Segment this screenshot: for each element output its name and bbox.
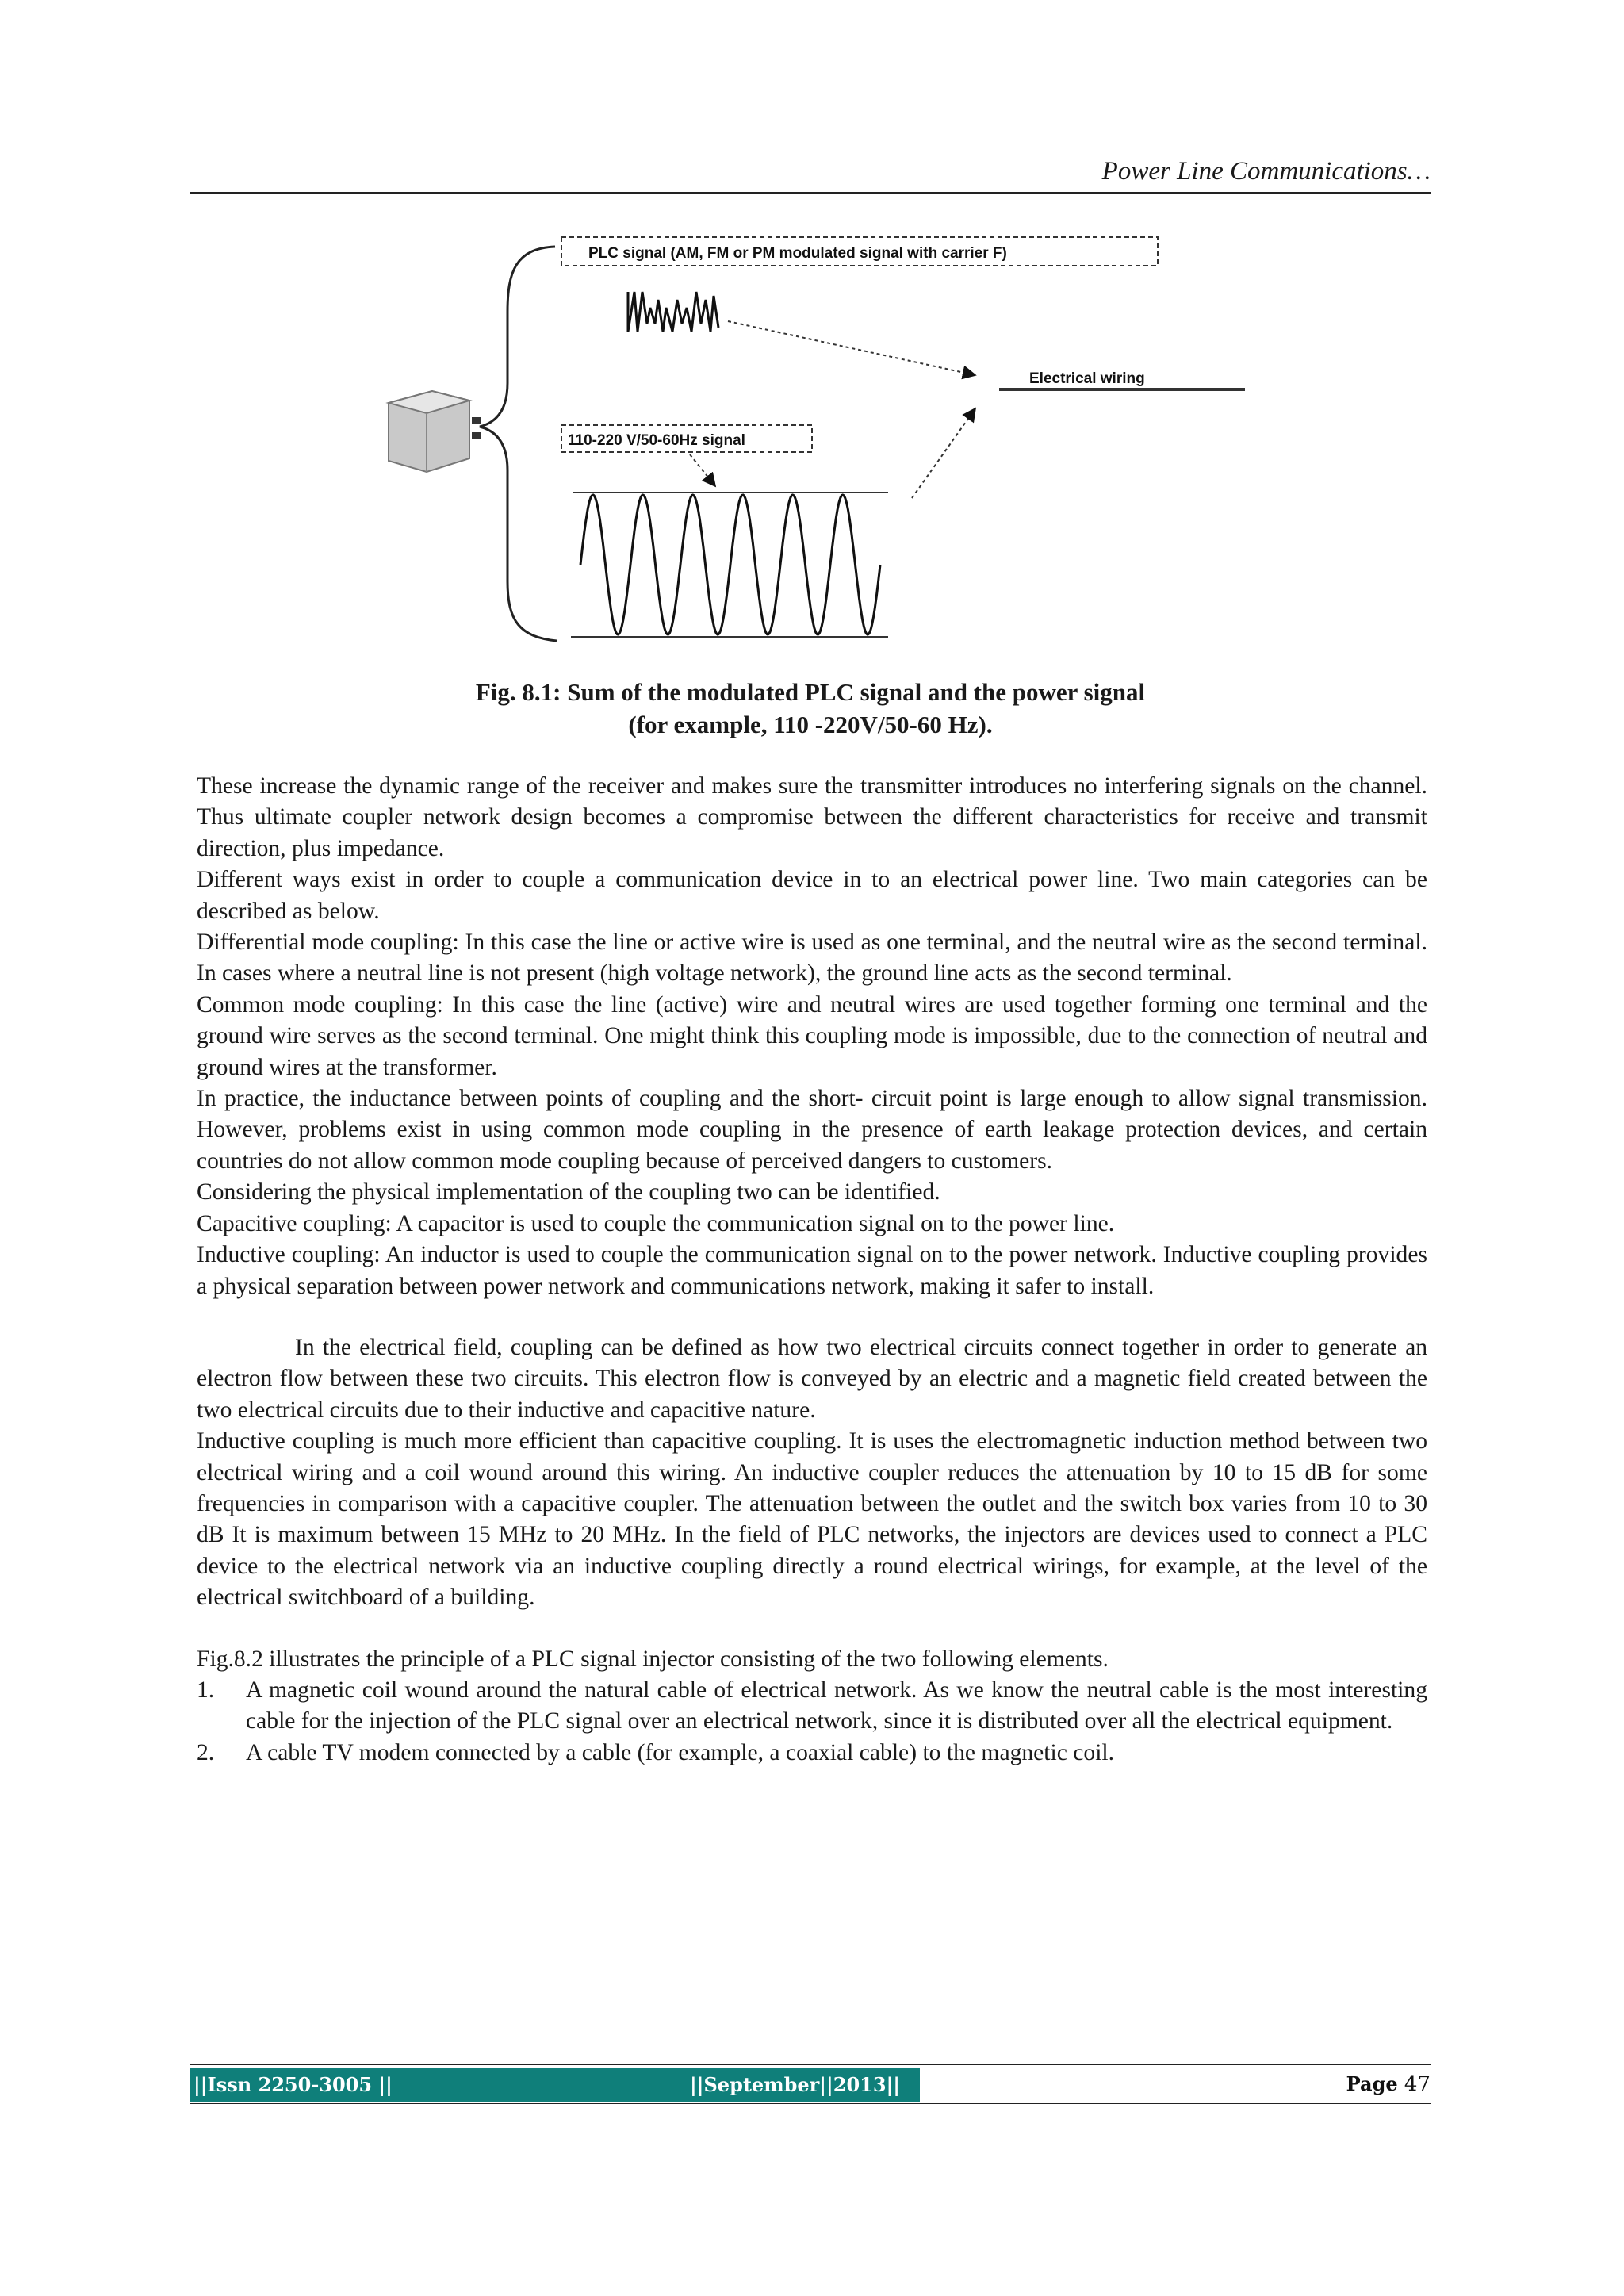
paragraph: These increase the dynamic range of the receiver and makes sure the transmitter introduces no interfering signals on the channel. Thus ultimate coupler network design becomes a compromise between the different characteristics for receive and transmit direction, plus impedance. [197, 773, 1427, 861]
plc-adapter-icon [389, 391, 481, 472]
list-text: A cable TV modem connected by a cable (for example, a coaxial cable) to the magnetic coil. [246, 1739, 1115, 1765]
paragraph: In the electrical field, coupling can be defined as how two electrical circuits connect together in order to generate an electron flow between these two circuits. This electron flow is conveyed by an electric and a magnetic field created between the two electrical circuits due to their inductive and capacitive nature. [197, 1334, 1427, 1423]
paragraph: Capacitive coupling: A capacitor is used to couple the communication signal on to the power line. [197, 1210, 1115, 1236]
header-divider [190, 192, 1431, 194]
power-signal-label: 110-220 V/50-60Hz signal [568, 432, 745, 449]
footer-issn: ||Issn 2250-3005 || [193, 2073, 393, 2096]
list-text: A magnetic coil wound around the natural cable of electrical network. As we know the neutral cable is the most interesting cable for the injection of the PLC signal over an electrical network, since it is distributed over all the electrical equipment. [246, 1677, 1427, 1734]
list-item [197, 1675, 1427, 1738]
article-body [197, 771, 1427, 1769]
figure-caption [190, 676, 1431, 741]
paragraph: Considering the physical implementation of the coupling two can be identified. [197, 1179, 940, 1205]
footer-date: ||September||2013|| [690, 2073, 901, 2096]
page-footer [190, 2064, 1431, 2108]
paragraph: Inductive coupling: An inductor is used to couple the communication signal on to the power network. Inductive coupling provides a physical separation between power network and communications network, making it safer to install. [197, 1242, 1427, 1299]
list-number: 1. [197, 1677, 215, 1703]
plc-modulated-waveform [628, 292, 718, 332]
electrical-wiring-label: Electrical wiring [1029, 370, 1145, 387]
footer-top-rule [190, 2064, 1431, 2065]
paragraph: In practice, the inductance between points of coupling and the short- circuit point is large enough to allow signal transmission. However, problems exist in using common mode coupling in the presence of earth leakage protection devices, and certain countries do not allow common mode coupling because of perceived dangers to customers. [197, 1086, 1427, 1174]
page-label: Page [1346, 2072, 1398, 2095]
power-sine-waveform [580, 495, 880, 634]
paragraph: Fig.8.2 illustrates the principle of a PLC signal injector consisting of the two following elements. [197, 1646, 1109, 1672]
grouping-brace [480, 247, 557, 641]
paragraph: Inductive coupling is much more efficient than capacitive coupling. It is uses the electromagnetic induction method between two electrical wiring and a coil wound around this wiring. An inductive coupler reduces the attenuation by 10 to 15 dB for some frequencies in comparison with a capacitive coupler. The attenuation between the outlet and the switch box varies from 10 to 30 dB It is maximum between 15 MHz to 20 MHz. In the field of PLC networks, the injectors are devices used to connect a PLC device to the electrical network via an inductive coupling directly a round electrical wirings, for example, at the level of the electrical switchboard of a building. [197, 1428, 1427, 1611]
list-number: 2. [197, 1739, 215, 1765]
footer-page-number [1346, 2071, 1431, 2098]
paragraph: Common mode coupling: In this case the line (active) wire and neutral wires are used together forming one terminal and the ground wire serves as the second terminal. One might think this coupling mode is impossible, due to the connection of neutral and ground wires at the transformer. [197, 991, 1427, 1080]
page-number: 47 [1404, 2072, 1431, 2096]
plc-signal-label: PLC signal (AM, FM or PM modulated signal with carrier F) [588, 245, 1007, 262]
list-item [197, 1738, 1427, 1769]
element-list [197, 1675, 1427, 1769]
figure-caption-line2: (for example, 110 -220V/50-60 Hz). [628, 711, 993, 738]
running-header: Power Line Communications… [1101, 157, 1431, 186]
footer-bottom-rule [190, 2103, 1431, 2104]
figure-plc-signal-diagram [373, 224, 1261, 653]
paragraph: Different ways exist in order to couple a communication device in to an electrical power line. Two main categories can be described as below. [197, 867, 1427, 924]
figure-caption-line1: Fig. 8.1: Sum of the modulated PLC signal and the power signal [475, 678, 1146, 706]
paragraph: Differential mode coupling: In this case the line or active wire is used as one terminal, and the neutral wire as the second terminal. In cases where a neutral line is not present (high voltage network), the ground line acts as the second terminal. [197, 930, 1427, 987]
